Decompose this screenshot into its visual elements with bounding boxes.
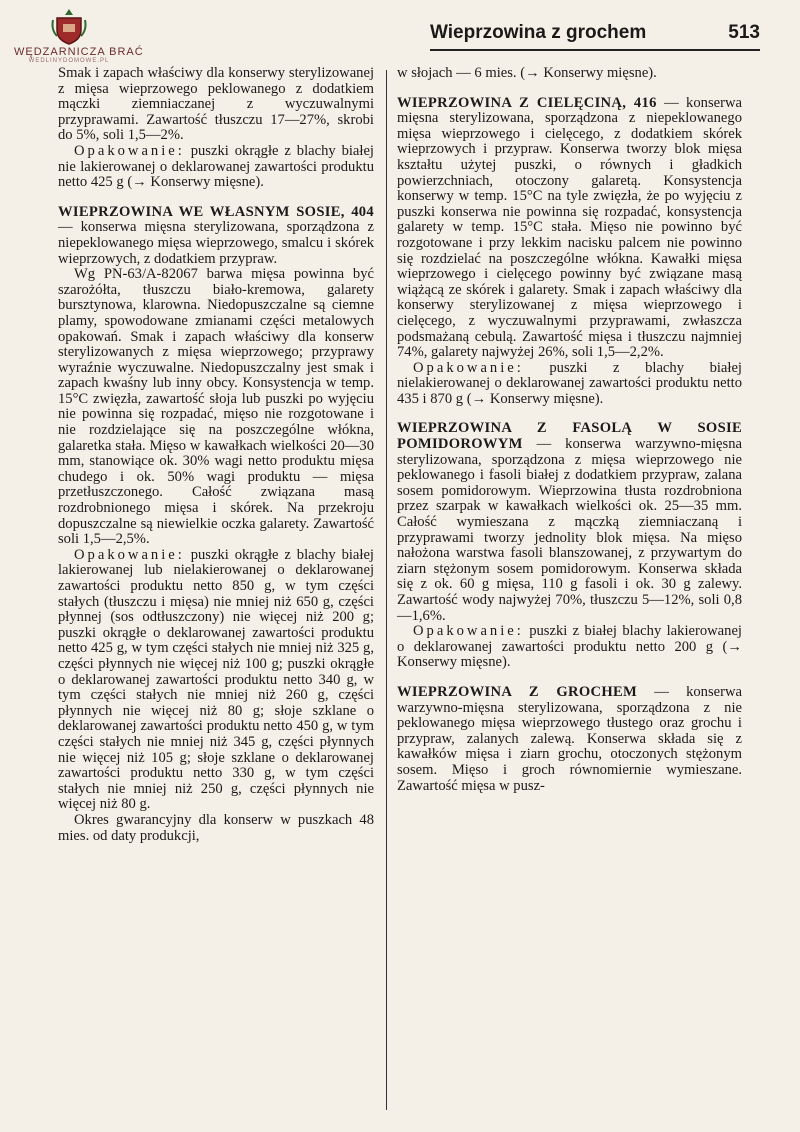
entry-wieprzowina-we-wlasnym-sosie <box>58 205 374 267</box>
packaging-paragraph <box>58 144 374 191</box>
entry-wieprzowina-z-fasola <box>397 421 742 624</box>
page-header <box>430 22 760 50</box>
packaging-paragraph <box>58 548 374 813</box>
paragraph: w słojach — 6 mies. (→ Konserwy mięsne). <box>397 65 657 81</box>
entry-text: — konserwa warzywno-mięsna sterylizowana, sporządzona z mięsa wieprzowego nie peklowanego i fasoli białej z dodatkiem przypraw, zalana sosem pomidorowym. Wieprzowina tłusta rozdrobniona przez szarpak w kawałkach wielkości ok. 25—35 mm. Całość wymieszana z mączką ziemniaczaną i przyprawami tworzy jednolity blok mięsa. Na mięso nałożona warstwa fasoli blanszowanej, z przywartym do ziarn stężonym sosem pomidorowym. Konserwa składa się z ok. 60 g mięsa, 110 g fasoli i ok. 30 g zalewy. Zawartość wody najwyżej 70%, tłuszczu 5—12%, soli 0,8—1,6%. <box>397 436 742 624</box>
running-title: Wieprzowina z grochem <box>430 22 647 43</box>
column-divider <box>386 70 387 1110</box>
entry-title: WIEPRZOWINA WE WŁASNYM SOSIE, 404 <box>58 203 374 220</box>
packaging-text: puszki z blachy białej nielakierowanej o deklarowanej zawartości produktu netto 435 i 870 g (→ Konserwy mięsne). <box>397 359 742 407</box>
packaging-text: puszki z białej blachy lakierowanej o deklarowanej zawartości produktu netto 200 g (→ Konserwy mięsne). <box>397 623 742 671</box>
paragraph: Okres gwarancyjny dla konserw w puszkach 48 mies. od daty produkcji, <box>58 811 374 844</box>
entry-text: — konserwa mięsna sterylizowana, sporządzona z niepeklowanego mięsa wieprzowego, smalcu i skórek wieprzowych, z dodatkiem przypraw. <box>58 219 374 267</box>
paragraph: Smak i zapach właściwy dla konserwy sterylizowanej z mięsa wieprzowego peklowanego z dodatkiem mączki ziemniaczanej z wyczuwalnymi przyprawami. Zawartość tłuszczu 17—27%, skrobi do 5%, soli 1,5—2%. <box>58 65 374 144</box>
logo-subtext: WEDLINYDOMOWE.PL <box>28 58 110 64</box>
logo-text: WĘDZARNICZA BRAĆ <box>14 46 144 58</box>
packaging-paragraph <box>397 361 742 408</box>
publisher-logo <box>14 6 144 68</box>
entry-title: WIEPRZOWINA Z FASOLĄ W SOSIE POMIDOROWYM <box>397 420 742 453</box>
packaging-label: Opakowanie: <box>74 142 185 159</box>
entry-text: — konserwa mięsna sterylizowana, sporządzona z niepeklowanego mięsa wieprzowego i cielęcego, z dodatkiem skórek wieprzowych i przypraw. Konserwa tworzy blok mięsa kształtu użytej puszki, o równych i gładkich powierzchniach, otoczony galaretą. Konsystencja konserwy w temp. 15°C na tyle zwięzła, że po wyjęciu z puszki konserwa nie powinna się rozpadać, konsystencja galarety w temp. 15°C stała. Mięso nie powinno być rozgotowane i przy lekkim nacisku palcem nie powinno się rozdzielać na poszczególne włókna. Kawałki mięsa wieprzowego i cielęcego powinny być związane masą wiążącą ze skórek i galarety. Smak i zapach właściwy dla konserwy sterylizowanej z mięsa wieprzowego i cielęcego, z wyczuwalnymi przyprawami, zwłaszcza podsmażaną cebulą. Zawartość mięsa i tłuszczu najmniej 74%, galarety najwyżej 26%, soli 1,5—2,2%. <box>397 94 742 361</box>
entry-title: WIEPRZOWINA Z CIELĘCINĄ, 416 <box>397 94 657 111</box>
entry-text: — konserwa warzywno-mięsna sterylizowana, sporządzona z nie peklowanego mięsa wieprzowego tłustego oraz grochu i przypraw, zalanych zalewą. Konserwa składa się z kawałków mięsa i ziarn grochu, otoczonych stężonym sosem. Mięso i groch równomiernie wymieszane. Zawartość mięsa w pusz- <box>397 683 742 794</box>
packaging-label: Opakowanie: <box>74 546 185 563</box>
header-rule <box>430 49 760 51</box>
paragraph: Wg PN-63/A-82067 barwa mięsa powinna być szarożółta, tłuszczu biało-kremowa, galarety bursztynowa, klarowna. Niedopuszczalne są ciemne plamy, spowodowane zmianami części metalowych opakowań. Smak i zapach właściwy dla konserw sterylizowanych z mięsa wieprzowego; przyprawy wyraźnie wyczuwalne. Niedopuszczalny jest smak i zapach kwaśny lub inny obcy. Konsystencja w temp. 15°C zwięzła, zawartość słoja lub puszki po wyjęciu nie powinna się rozpadać, mięso nie rozgotowane i nie rozdzielające się na poszczególne włókna, galaretka stała. Mięso w kawałkach wielkości 20—30 mm, stanowiące ok. 30% wagi netto produktu mięsa chudego i ok. 50% wagi produktu — mięsa przetłuszczonego. Całość związana masą rozdrobnionego mięsa i skórek. Na przekroju dopuszczalne są niewielkie oczka galarety. Zawartość soli 1,5—2,5%. <box>58 266 374 548</box>
packaging-paragraph <box>397 624 742 671</box>
entry-wieprzowina-z-grochem <box>397 685 742 794</box>
packaging-label: Opakowanie: <box>413 359 524 376</box>
page-number: 513 <box>728 22 760 43</box>
packaging-label: Opakowanie: <box>413 623 524 640</box>
right-column <box>397 66 742 794</box>
packaging-text: puszki okrągłe z blachy białej nie lakierowanej o deklarowanej zawartości produktu netto 425 g (→ Konserwy mięsne). <box>58 142 374 191</box>
left-column <box>58 66 374 844</box>
crest-icon <box>49 6 89 46</box>
entry-wieprzowina-z-cielecina <box>397 96 742 361</box>
packaging-text: puszki okrągłe z blachy białej lakierowanej lub nielakierowanej o deklarowanej zawartości produktu netto 850 g, w tym części stałych (tłuszczu i mięsa) nie mniej niż 650 g, części płynnej (sos odtłuszczony) nie więcej niż 200 g; puszki okrągłe o deklarowanej zawartości produktu netto 425 g, w tym części stałych nie mniej niż 325 g, części płynnych nie więcej niż 100 g; puszki okrągłe o deklarowanej zawartości produktu netto 340 g, w tym części stałych nie mniej niż 260 g, części płynnych nie więcej niż 80 g; słoje szklane o deklarowanej zawartości produktu netto 450 g, w tym części stałych nie mniej niż 345 g, części płynnych nie więcej niż 105 g; słoje szklane o deklarowanej zawartości produktu netto 330 g, w tym części stałych nie mniej niż 250 g, części płynnych nie więcej niż 80 g. <box>58 546 374 813</box>
entry-title: WIEPRZOWINA Z GROCHEM <box>397 683 638 700</box>
